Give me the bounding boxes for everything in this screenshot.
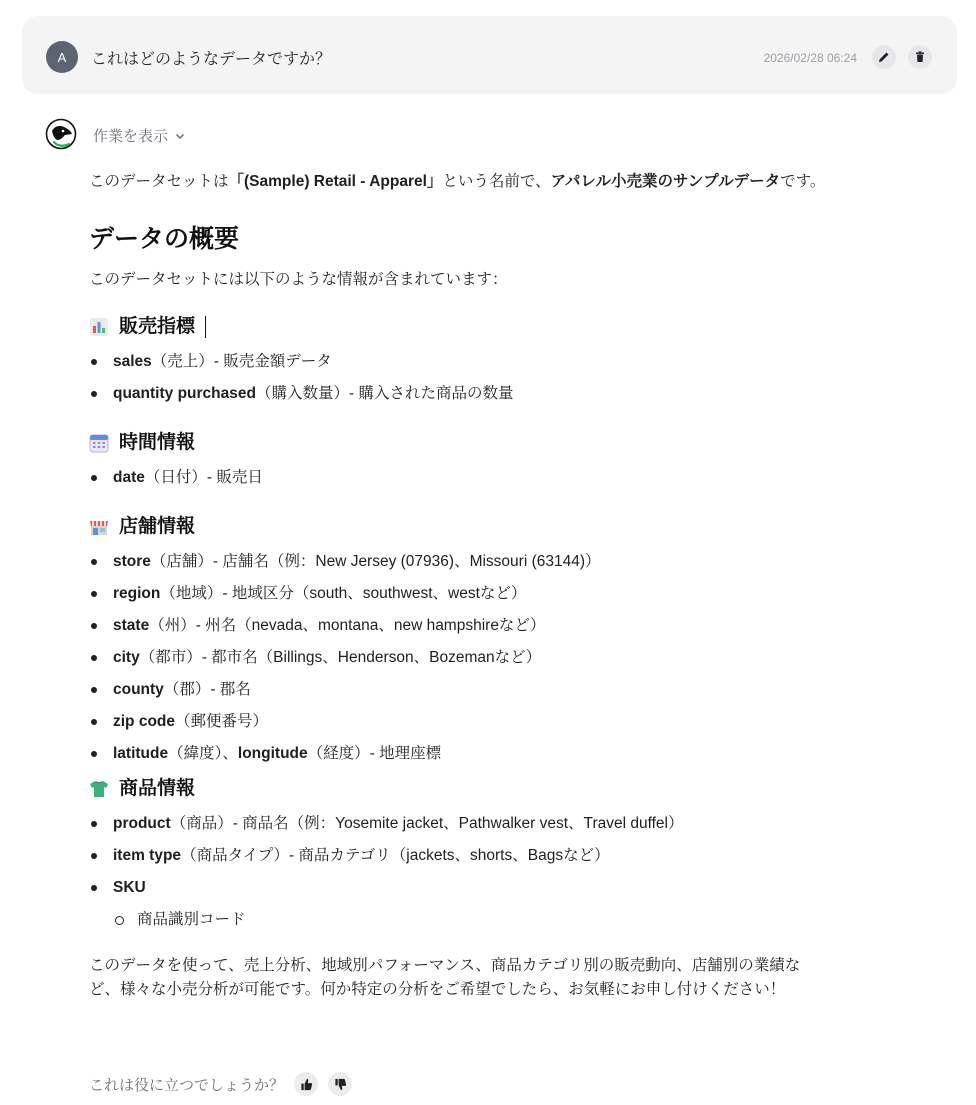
list-item <box>89 706 829 738</box>
field-description: （経度）- 地理座標 <box>307 745 442 762</box>
store-heading-text: 店舗情報 <box>119 516 196 537</box>
field-description: （購入数量）- 購入された商品の数量 <box>255 385 514 402</box>
t-shirt-icon <box>89 779 109 799</box>
dataset-name: 「(Sample) Retail - Apparel」 <box>228 173 443 190</box>
time-heading <box>89 430 829 456</box>
closing-paragraph: このデータを使って、売上分析、地域別パフォーマンス、商品カテゴリ別の販売動向、店舗別の業績など、様々な小売分析が可能です。何か特定の分析をご希望でしたら、お気軽にお申し付けください！ <box>89 957 801 998</box>
list-item <box>89 546 829 578</box>
delete-message-button[interactable] <box>908 45 932 69</box>
bar-chart-icon <box>89 317 109 337</box>
field-name: state <box>113 617 150 634</box>
intro-text: このデータセットは <box>89 173 229 190</box>
field-description: （店舗）- 店舗名（例：New Jersey (07936)、Missouri (63144)） <box>150 553 601 570</box>
store-icon <box>89 517 109 537</box>
assistant-response <box>89 170 829 1002</box>
list-item <box>89 808 829 840</box>
chevron-down-icon <box>174 130 186 142</box>
store-list <box>89 546 829 770</box>
field-name: latitude <box>113 745 169 762</box>
product-heading-text: 商品情報 <box>119 778 196 799</box>
field-name: county <box>113 681 164 698</box>
store-heading <box>89 514 829 540</box>
field-name: region <box>113 585 161 602</box>
thumbs-up-button[interactable] <box>294 1072 318 1096</box>
list-item <box>89 462 829 494</box>
field-name: city <box>113 649 140 666</box>
thumbs-down-button[interactable] <box>328 1072 352 1096</box>
text-cursor <box>205 316 206 338</box>
field-description: （州）- 州名（nevada、montana、new hampshireなど） <box>149 617 546 634</box>
user-message-text: これはどのようなデータですか？ <box>91 51 332 68</box>
field-name: quantity purchased <box>113 385 256 402</box>
message-timestamp: 2026/02/28 06:24 <box>763 51 857 65</box>
field-name: sales <box>113 353 152 370</box>
list-item <box>89 674 829 706</box>
list-item <box>89 840 829 872</box>
field-description: （地域）- 地域区分（south、southwest、westなど） <box>160 585 527 602</box>
intro-paragraph <box>89 170 829 194</box>
field-description: （緯度）、 <box>168 745 238 762</box>
field-name: product <box>113 815 171 832</box>
list-item <box>89 346 829 378</box>
list-item <box>89 610 829 642</box>
intro-text: です。 <box>780 173 826 190</box>
show-work-label: 作業を表示 <box>93 128 169 145</box>
calendar-icon <box>89 433 109 453</box>
time-heading-text: 時間情報 <box>119 432 196 453</box>
field-name: zip code <box>113 713 176 730</box>
sales-heading-text: 販売指標 <box>119 316 196 337</box>
field-description: （日付）- 販売日 <box>144 469 263 486</box>
product-list <box>89 808 829 936</box>
overview-heading: データの概要 <box>89 225 240 253</box>
field-name: longitude <box>237 745 308 762</box>
field-description: 商品識別コード <box>137 911 246 928</box>
field-description: （商品タイプ）- 商品カテゴリ（jackets、shorts、Bagsなど） <box>181 847 610 864</box>
list-item <box>89 578 829 610</box>
field-description: （郡）- 郡名 <box>163 681 251 698</box>
field-name: store <box>113 553 151 570</box>
user-message <box>22 16 957 94</box>
sales-list <box>89 346 829 410</box>
list-item <box>89 378 829 410</box>
field-description: （商品）- 商品名（例：Yosemite jacket、Pathwalker vest、Travel duffel） <box>170 815 684 832</box>
feedback-bar <box>89 1072 352 1096</box>
time-list <box>89 462 829 494</box>
assistant-logo-icon <box>45 118 77 150</box>
field-description: （都市）- 都市名（Billings、Henderson、Bozemanなど） <box>139 649 542 666</box>
list-item <box>89 738 829 770</box>
thumbs-down-icon <box>334 1078 347 1091</box>
field-name: item type <box>113 847 182 864</box>
field-name: SKU <box>113 879 146 896</box>
sales-heading <box>89 314 829 340</box>
intro-text: という名前で、 <box>442 173 551 190</box>
trash-icon <box>914 51 926 63</box>
edit-message-button[interactable] <box>872 45 896 69</box>
list-item <box>89 872 829 904</box>
dataset-type: アパレル小売業のサンプルデータ <box>550 173 781 190</box>
field-name: date <box>113 469 145 486</box>
overview-description: このデータセットには以下のような情報が含まれています： <box>89 271 508 288</box>
list-item <box>89 642 829 674</box>
product-heading <box>89 776 829 802</box>
field-description: （売上）- 販売金額データ <box>151 353 332 370</box>
pencil-icon <box>878 51 890 63</box>
feedback-question: これは役に立つでしょうか？ <box>89 1076 285 1094</box>
show-work-toggle[interactable] <box>93 125 186 146</box>
user-avatar: A <box>46 41 78 73</box>
sub-list-item <box>89 904 829 936</box>
field-description: （郵便番号） <box>175 713 269 730</box>
thumbs-up-icon <box>300 1078 313 1091</box>
